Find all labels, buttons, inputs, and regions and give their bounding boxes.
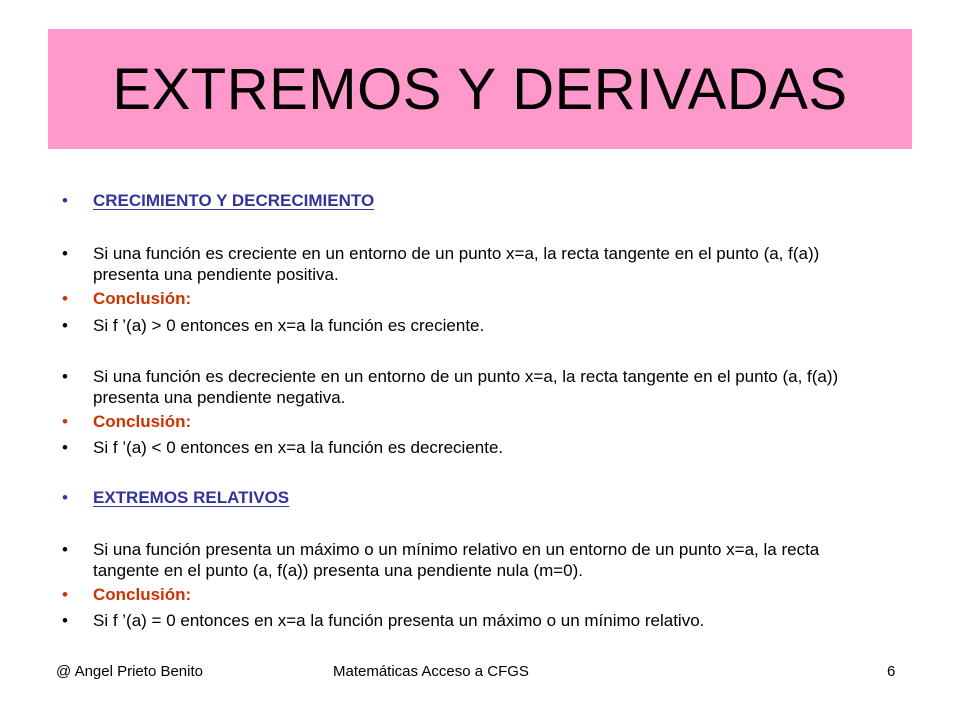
- bullet-icon: •: [62, 367, 68, 386]
- list-item-text: Si f ’(a) = 0 entonces en x=a la función presenta un máximo o un mínimo relativo.: [93, 611, 705, 630]
- bullet-icon: •: [62, 585, 68, 604]
- list-item-text: Si una función es creciente en un entorno de un punto x=a, la recta tangente en el punto (a, f(a)) presenta una pendiente positiva.: [93, 244, 820, 284]
- slide-title: EXTREMOS Y DERIVADAS: [112, 56, 848, 122]
- bullet-icon: •: [62, 191, 68, 210]
- footer-course: Matemáticas Acceso a CFGS: [333, 663, 529, 680]
- footer-author: @ Angel Prieto Benito: [56, 663, 203, 680]
- bullet-icon: •: [62, 289, 68, 308]
- bullet-icon: •: [62, 540, 68, 559]
- list-item-text: Si f ’(a) < 0 entonces en x=a la función es decreciente.: [93, 438, 504, 457]
- section-heading: CRECIMIENTO Y DECRECIMIENTO: [93, 191, 375, 210]
- list-item-text: Si una función es decreciente en un entorno de un punto x=a, la recta tangente en el punto (a, f(a)) presenta una pendiente negativa.: [93, 367, 839, 407]
- footer-page-number: 6: [887, 663, 896, 680]
- conclusion-label: Conclusión:: [93, 289, 192, 308]
- title-band: [48, 29, 912, 149]
- bullet-icon: •: [62, 438, 68, 457]
- conclusion-label: Conclusión:: [93, 585, 192, 604]
- list-item-text: Si f ’(a) > 0 entonces en x=a la función es creciente.: [93, 316, 485, 335]
- list-item-text: Si una función presenta un máximo o un mínimo relativo en un entorno de un punto x=a, la recta tangente en el punto (a, f(a)) presenta una pendiente nula (m=0).: [93, 540, 820, 580]
- section-heading: EXTREMOS RELATIVOS: [93, 488, 290, 507]
- bullet-icon: •: [62, 244, 68, 263]
- bullet-icon: •: [62, 412, 68, 431]
- bullet-icon: •: [62, 611, 68, 630]
- bullet-icon: •: [62, 316, 68, 335]
- bullet-icon: •: [62, 488, 68, 507]
- conclusion-label: Conclusión:: [93, 412, 192, 431]
